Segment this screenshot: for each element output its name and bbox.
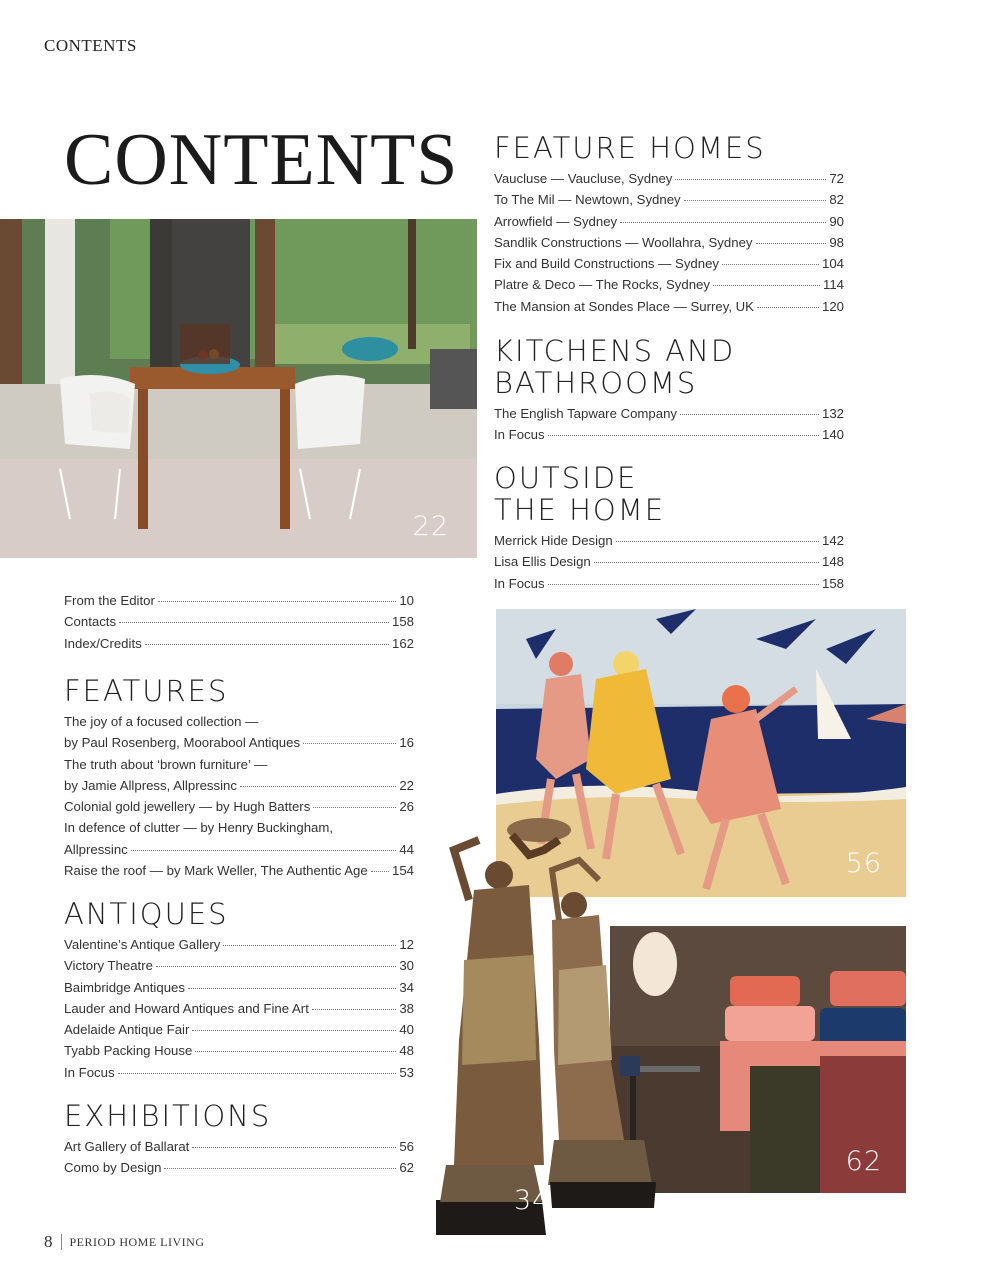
general-section (64, 590, 414, 654)
toc-entry[interactable] (64, 998, 414, 1019)
toc-title: In Focus (64, 1064, 115, 1080)
toc-page: 40 (399, 1022, 414, 1038)
kitchens-heading-line1: KITCHENS AND (494, 334, 736, 368)
toc-page: 162 (391, 635, 414, 651)
toc-page: 98 (829, 234, 844, 250)
toc-title-line: The joy of a focused collection — (64, 714, 259, 729)
folio-page-number: 8 (44, 1232, 53, 1251)
toc-entry[interactable] (64, 732, 414, 753)
toc-title: Raise the roof — by Mark Weller, The Authentic Age (64, 863, 368, 879)
toc-entry[interactable] (494, 573, 844, 594)
toc-title: Victory Theatre (64, 958, 153, 974)
toc-entry[interactable] (494, 274, 844, 295)
toc-page: 30 (399, 958, 414, 974)
toc-title: Merrick Hide Design (494, 533, 613, 548)
toc-page: 104 (821, 256, 844, 272)
toc-title: Tyabb Packing House (64, 1043, 193, 1059)
toc-entry[interactable] (64, 1136, 414, 1157)
toc-page: 120 (821, 298, 844, 314)
toc-entry[interactable] (494, 232, 844, 253)
toc-title: In Focus (494, 575, 545, 591)
page-title: CONTENTS (64, 119, 459, 201)
dining-room-photo (0, 219, 477, 558)
toc-title: The English Tapware Company (494, 406, 678, 421)
toc-entry[interactable] (64, 633, 414, 654)
toc-title: Baimbridge Antiques (64, 979, 185, 995)
toc-entry[interactable] (64, 955, 414, 976)
toc-entry[interactable] (64, 839, 414, 860)
bedroom-photo-page-number: 62 (845, 1146, 882, 1177)
toc-page: 16 (399, 735, 414, 751)
toc-page: 114 (822, 277, 844, 293)
toc-title: Platre & Deco — The Rocks, Sydney (494, 277, 710, 293)
toc-page: 56 (399, 1139, 414, 1154)
toc-title: Colonial gold jewellery — by Hugh Batters (64, 799, 311, 815)
toc-title: To The Mil — Newtown, Sydney (494, 192, 681, 208)
toc-title: Lauder and Howard Antiques and Fine Art (64, 1000, 309, 1016)
toc-page: 154 (391, 863, 414, 879)
statues-photo (434, 810, 660, 1250)
dining-photo-page-number: 22 (412, 511, 449, 542)
exhibitions-section (64, 1100, 414, 1179)
toc-page: 44 (399, 841, 414, 857)
toc-page: 140 (821, 427, 844, 443)
antiques-heading: ANTIQUES (64, 897, 229, 931)
statues-photo-page-number: 34 (514, 1185, 551, 1216)
toc-page: 62 (399, 1160, 414, 1176)
features-heading: FEATURES (64, 674, 229, 708)
toc-title: Sandlik Constructions — Woollahra, Sydney (494, 234, 753, 250)
toc-entry[interactable] (494, 189, 844, 210)
toc-page: 48 (399, 1043, 414, 1059)
toc-page: 142 (821, 533, 844, 548)
toc-entry[interactable] (494, 211, 844, 232)
toc-entry[interactable] (64, 1157, 414, 1178)
toc-title: Valentine’s Antique Gallery (64, 937, 221, 952)
toc-title: From the Editor (64, 593, 155, 608)
outside-section (494, 462, 844, 594)
toc-title-line: The truth about ‘brown furniture’ — (64, 756, 268, 772)
toc-entry[interactable] (64, 775, 414, 796)
toc-title: Contacts (64, 614, 117, 630)
toc-entry[interactable] (64, 1040, 414, 1061)
toc-page: 82 (829, 192, 844, 208)
toc-page: 90 (829, 213, 844, 229)
toc-title: Como by Design (64, 1160, 162, 1176)
toc-title: by Paul Rosenberg, Moorabool Antiques (64, 735, 301, 751)
toc-page: 38 (399, 1000, 414, 1016)
toc-entry[interactable] (494, 253, 844, 274)
toc-title: The Mansion at Sondes Place — Surrey, UK (494, 298, 754, 314)
toc-entry[interactable] (64, 1062, 414, 1083)
toc-entry[interactable] (64, 860, 414, 881)
statues-illustration (434, 810, 660, 1250)
toc-title-line: In defence of clutter — by Henry Buckingham, (64, 820, 334, 836)
toc-entry[interactable] (64, 611, 414, 632)
toc-page: 26 (399, 799, 414, 815)
toc-page: 10 (399, 593, 414, 608)
toc-page: 132 (821, 406, 844, 421)
toc-page: 72 (829, 171, 844, 186)
toc-page: 34 (399, 979, 414, 995)
kitchens-heading-line2: BATHROOMS (494, 366, 698, 400)
toc-page: 158 (391, 614, 414, 630)
toc-title: Arrowfield — Sydney (494, 213, 618, 229)
toc-title: Vaucluse — Vaucluse, Sydney (494, 171, 673, 186)
outside-heading-line2: THE HOME (494, 493, 666, 527)
dining-room-illustration (0, 219, 477, 558)
toc-title: In Focus (494, 427, 545, 443)
toc-title: Art Gallery of Ballarat (64, 1139, 190, 1154)
exhibitions-heading: EXHIBITIONS (64, 1099, 272, 1133)
toc-entry[interactable] (64, 977, 414, 998)
features-section (64, 675, 414, 881)
toc-entry[interactable] (64, 590, 414, 611)
toc-entry[interactable] (64, 1019, 414, 1040)
antiques-section (64, 898, 414, 1083)
toc-title: by Jamie Allpress, Allpressinc (64, 777, 237, 793)
toc-entry[interactable] (64, 934, 414, 955)
toc-entry[interactable] (494, 424, 844, 445)
toc-entry[interactable] (64, 796, 414, 817)
toc-entry[interactable] (494, 403, 844, 424)
toc-entry[interactable] (494, 530, 844, 551)
painting-photo-page-number: 56 (845, 848, 882, 879)
outside-heading (494, 462, 844, 526)
toc-page: 53 (399, 1064, 414, 1080)
toc-page: 22 (399, 777, 414, 793)
kitchens-heading (494, 335, 844, 399)
feature-homes-section (494, 132, 844, 317)
running-head: CONTENTS (44, 36, 137, 55)
toc-page: 148 (821, 554, 844, 570)
outside-heading-line1: OUTSIDE (494, 461, 638, 495)
toc-entry[interactable] (494, 551, 844, 572)
toc-title: Lisa Ellis Design (494, 554, 591, 570)
toc-title: Adelaide Antique Fair (64, 1022, 190, 1038)
toc-page: 12 (399, 937, 414, 952)
toc-entry[interactable] (494, 168, 844, 189)
toc-title: Index/Credits (64, 635, 142, 651)
toc-entry[interactable] (494, 296, 844, 317)
feature-homes-heading: FEATURE HOMES (494, 131, 766, 165)
folio-magazine-name: PERIOD HOME LIVING (69, 1234, 205, 1249)
toc-page: 158 (821, 575, 844, 591)
toc-title: Allpressinc (64, 841, 128, 857)
toc-title: Fix and Build Constructions — Sydney (494, 256, 720, 272)
kitchens-section (494, 335, 844, 446)
folio (44, 1232, 205, 1252)
